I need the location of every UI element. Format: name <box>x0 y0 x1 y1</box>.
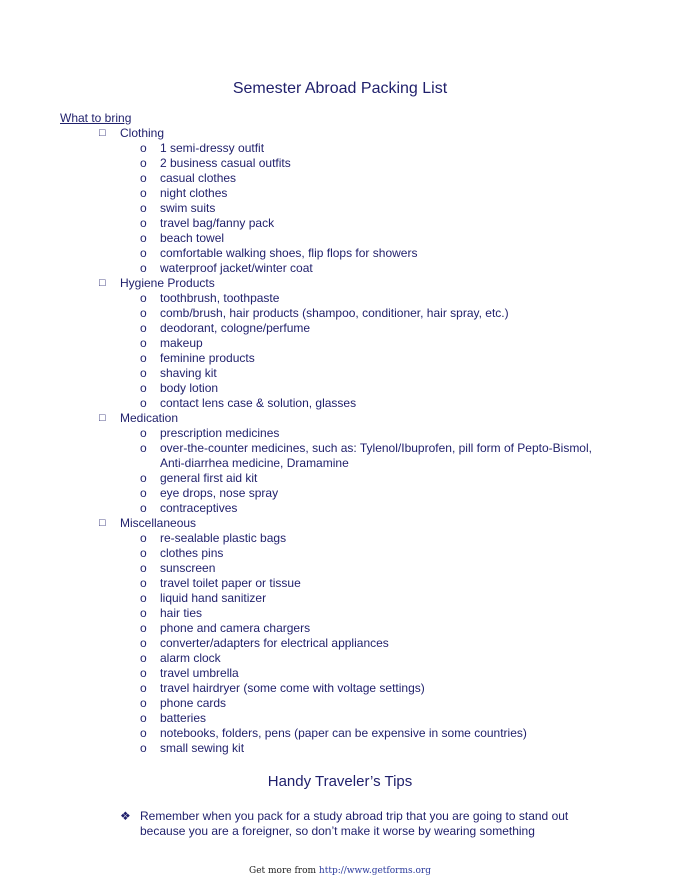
circle-bullet-icon: o <box>140 561 147 575</box>
list-item <box>0 651 680 666</box>
list-item <box>0 666 680 681</box>
list-item <box>0 141 680 156</box>
list-item <box>0 336 680 351</box>
circle-bullet-icon: o <box>140 396 147 410</box>
list-item-text: eye drops, nose spray <box>160 486 279 500</box>
circle-bullet-icon: o <box>140 651 147 665</box>
circle-bullet-icon: o <box>140 216 147 230</box>
circle-bullet-icon: o <box>140 381 147 395</box>
circle-bullet-icon: o <box>140 141 147 155</box>
list-item-text: travel toilet paper or tissue <box>160 576 301 590</box>
circle-bullet-icon: o <box>140 531 147 545</box>
list-item-text: 1 semi-dressy outfit <box>160 141 265 155</box>
circle-bullet-icon: o <box>140 711 147 725</box>
list-item <box>0 681 680 696</box>
circle-bullet-icon: o <box>140 681 147 695</box>
category-label: Hygiene Products <box>120 276 215 290</box>
tip-bullet-icon: ❖ <box>120 809 131 823</box>
circle-bullet-icon: o <box>140 606 147 620</box>
list-item-text: travel umbrella <box>160 666 239 680</box>
list-item <box>0 576 680 591</box>
circle-bullet-icon: o <box>140 261 147 275</box>
section-label-what-to-bring: What to bring <box>60 111 132 125</box>
list-item <box>0 381 680 396</box>
list-item <box>0 591 680 606</box>
list-item-text: travel hairdryer (some come with voltage settings) <box>160 681 425 695</box>
tips-title: Handy Traveler’s Tips <box>267 773 413 790</box>
circle-bullet-icon: o <box>140 501 147 515</box>
list-item-text: shaving kit <box>160 366 217 380</box>
circle-bullet-icon: o <box>140 366 147 380</box>
circle-bullet-icon: o <box>140 636 147 650</box>
category-miscellaneous <box>0 516 680 531</box>
checkbox-bullet-icon: □ <box>99 517 106 529</box>
list-item <box>0 696 680 711</box>
list-item-text: 2 business casual outfits <box>160 156 291 170</box>
circle-bullet-icon: o <box>140 306 147 320</box>
list-item <box>0 231 680 246</box>
list-item-text: prescription medicines <box>160 426 280 440</box>
category-label: Medication <box>120 411 179 425</box>
list-item-text: swim suits <box>160 201 216 215</box>
tip-text: Remember when you pack for a study abroad trip that you are going to stand out because you are a foreigner, so don’t make it worse by wearing something <box>140 809 569 838</box>
circle-bullet-icon: o <box>140 726 147 740</box>
list-item <box>0 441 680 471</box>
circle-bullet-icon: o <box>140 666 147 680</box>
list-item-text: phone and camera chargers <box>160 621 311 635</box>
circle-bullet-icon: o <box>140 546 147 560</box>
list-item <box>0 201 680 216</box>
circle-bullet-icon: o <box>140 246 147 260</box>
footer-link[interactable]: http://www.getforms.org <box>318 866 431 876</box>
list-item <box>0 711 680 726</box>
list-item-text: makeup <box>160 336 203 350</box>
circle-bullet-icon: o <box>140 471 147 485</box>
list-item <box>0 471 680 486</box>
list-item <box>0 501 680 516</box>
packing-list <box>0 126 680 756</box>
list-item <box>0 321 680 336</box>
list-item-text: beach towel <box>160 231 225 245</box>
list-item <box>0 306 680 321</box>
category-label: Miscellaneous <box>120 516 197 530</box>
list-item <box>0 246 680 261</box>
list-item-text: small sewing kit <box>160 741 245 755</box>
list-item-text: casual clothes <box>160 171 237 185</box>
list-item <box>0 171 680 186</box>
list-item-text: general first aid kit <box>160 471 258 485</box>
list-item <box>0 156 680 171</box>
list-item <box>0 291 680 306</box>
list-item-text: clothes pins <box>160 546 224 560</box>
tip-item <box>0 809 680 839</box>
list-item <box>0 531 680 546</box>
circle-bullet-icon: o <box>140 336 147 350</box>
category-hygiene-products <box>0 276 680 291</box>
list-item <box>0 426 680 441</box>
circle-bullet-icon: o <box>140 171 147 185</box>
list-item <box>0 561 680 576</box>
circle-bullet-icon: o <box>140 741 147 755</box>
list-item-text: over-the-counter medicines, such as: Tylenol/Ibuprofen, pill form of Pepto-Bismol, Anti-diarrhea medicine, Dramamine <box>160 441 592 470</box>
checkbox-bullet-icon: □ <box>99 412 106 424</box>
footer-prefix: Get more from <box>249 866 319 876</box>
list-item <box>0 366 680 381</box>
list-item-text: waterproof jacket/winter coat <box>160 261 313 275</box>
circle-bullet-icon: o <box>140 231 147 245</box>
category-clothing <box>0 126 680 141</box>
list-item-text: feminine products <box>160 351 255 365</box>
circle-bullet-icon: o <box>140 201 147 215</box>
list-item <box>0 186 680 201</box>
list-item-text: contraceptives <box>160 501 238 515</box>
list-item-text: contact lens case & solution, glasses <box>160 396 357 410</box>
list-item <box>0 486 680 501</box>
circle-bullet-icon: o <box>140 291 147 305</box>
list-item <box>0 261 680 276</box>
list-item-text: toothbrush, toothpaste <box>160 291 280 305</box>
list-item <box>0 216 680 231</box>
list-item-text: body lotion <box>160 381 219 395</box>
list-item <box>0 726 680 741</box>
list-item <box>0 606 680 621</box>
document-title: Semester Abroad Packing List <box>232 80 448 97</box>
list-item-text: converter/adapters for electrical appliances <box>160 636 389 650</box>
category-label: Clothing <box>120 126 165 140</box>
circle-bullet-icon: o <box>140 486 147 500</box>
circle-bullet-icon: o <box>140 186 147 200</box>
list-item <box>0 351 680 366</box>
category-medication <box>0 411 680 426</box>
list-item-text: notebooks, folders, pens (paper can be expensive in some countries) <box>160 726 527 740</box>
checkbox-bullet-icon: □ <box>99 277 106 289</box>
list-item-text: phone cards <box>160 696 227 710</box>
footer <box>0 866 680 876</box>
circle-bullet-icon: o <box>140 441 147 455</box>
circle-bullet-icon: o <box>140 621 147 635</box>
list-item <box>0 546 680 561</box>
list-item-text: travel bag/fanny pack <box>160 216 275 230</box>
circle-bullet-icon: o <box>140 426 147 440</box>
list-item-text: liquid hand sanitizer <box>160 591 267 605</box>
list-item-text: batteries <box>160 711 207 725</box>
list-item-text: comfortable walking shoes, flip flops for showers <box>160 246 418 260</box>
list-item <box>0 636 680 651</box>
list-item <box>0 621 680 636</box>
list-item-text: deodorant, cologne/perfume <box>160 321 311 335</box>
list-item-text: night clothes <box>160 186 228 200</box>
circle-bullet-icon: o <box>140 321 147 335</box>
circle-bullet-icon: o <box>140 591 147 605</box>
list-item-text: alarm clock <box>160 651 221 665</box>
circle-bullet-icon: o <box>140 156 147 170</box>
list-item-text: hair ties <box>160 606 203 620</box>
list-item-text: sunscreen <box>160 561 216 575</box>
circle-bullet-icon: o <box>140 576 147 590</box>
list-item <box>0 396 680 411</box>
list-item <box>0 741 680 756</box>
list-item-text: comb/brush, hair products (shampoo, conditioner, hair spray, etc.) <box>160 306 509 320</box>
circle-bullet-icon: o <box>140 696 147 710</box>
list-item-text: re-sealable plastic bags <box>160 531 287 545</box>
checkbox-bullet-icon: □ <box>99 127 106 139</box>
circle-bullet-icon: o <box>140 351 147 365</box>
